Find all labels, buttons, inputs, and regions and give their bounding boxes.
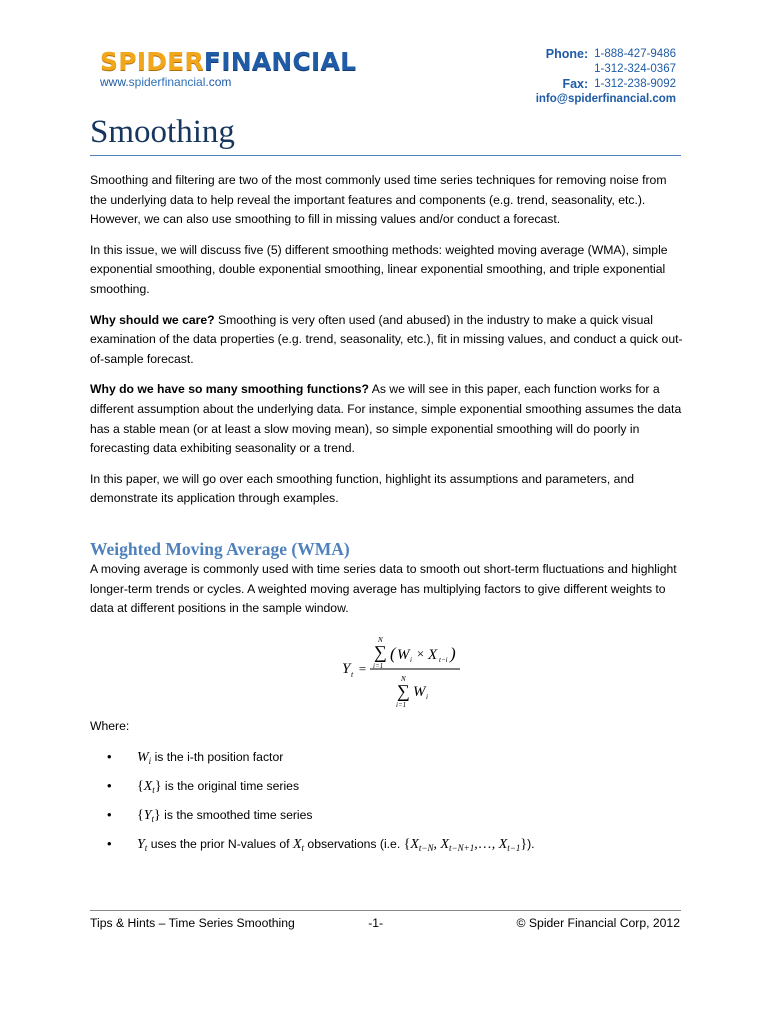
math-brace-close: }: [520, 837, 528, 853]
definition-item: [90, 747, 686, 771]
math-subscript: t: [301, 843, 305, 854]
why-care-lead: Why should we care?: [90, 312, 215, 327]
email-row: [520, 92, 676, 107]
footer-page-number: -1-: [368, 916, 384, 930]
math-symbol: Y: [143, 808, 152, 824]
contact-info: [520, 47, 676, 107]
definition-item: [90, 776, 686, 800]
intro-paragraph-5: In this paper, we will go over each smoothing function, highlight its assumptions and parameters, and demonstrate its application through examples.: [90, 471, 635, 506]
eq-lhs-y: Y: [342, 660, 351, 677]
eq-num-w: W: [397, 646, 410, 663]
intro-paragraph-1: Smoothing and filtering are two of the most commonly used time series techniques for removing noise from the underlying data to help reveal the important features and components (e.g. trend, seasonality, etc.). However, we can also use smoothing to fill in missing values and/or conduct a forecast.: [90, 173, 667, 227]
logo-url: [100, 75, 356, 89]
definition-list: [90, 747, 686, 858]
logo-part-spider: SPIDER: [100, 47, 204, 76]
logo-part-financial: FINANCIAL: [203, 47, 357, 76]
math-subscript: t−N+1: [449, 843, 475, 854]
fax-label: Fax:: [562, 77, 589, 91]
math-brace-open: {: [137, 779, 144, 795]
bullet-icon: •: [107, 778, 112, 794]
math-brace-open: {: [137, 808, 144, 824]
eq-den-upper: N: [401, 674, 406, 683]
math-window-set: [404, 837, 527, 852]
logo-wordmark: [100, 48, 356, 76]
footer-divider: [90, 910, 681, 911]
math-symbol: Y: [137, 837, 145, 853]
eq-den-w: W: [413, 683, 426, 700]
eq-den-w-sub: i: [426, 692, 428, 701]
body-content: [90, 171, 686, 863]
math-subscript: t: [152, 785, 155, 796]
why-many-lead: Why do we have so many smoothing functions?: [90, 382, 369, 397]
intro-paragraph-4: [90, 380, 686, 458]
math-symbol: W: [137, 750, 149, 766]
definition-text-2: observations (i.e.: [304, 837, 404, 852]
math-w: [137, 750, 151, 765]
fax-row: [520, 77, 676, 92]
phone-label: Phone:: [545, 47, 589, 61]
definition-text-3: ).: [527, 837, 535, 852]
logo-url-suffix: .com: [205, 75, 232, 89]
wma-heading: Weighted Moving Average (WMA): [90, 538, 350, 559]
email-link[interactable]: info@spiderfinancial.com: [535, 93, 676, 105]
why-many-text: As we will see in this paper, each function works for a different assumption about the underlying data. For instance, simple exponential smoothing assumes the data has a stable mean (or at least a slow moving mean), so simple exponential smoothing will do poorly in forecasting data exhibiting seasonality or a trend.: [90, 382, 682, 456]
eq-num-times: ×: [416, 645, 425, 661]
phone-row: [520, 47, 676, 62]
math-symbol: X: [440, 837, 450, 853]
wma-equation: [90, 627, 686, 717]
math-subscript: t: [144, 843, 148, 854]
eq-num-sigma: ∑: [374, 641, 387, 662]
eq-equals: =: [358, 660, 367, 676]
definition-text-1: uses the prior N-values of: [147, 837, 293, 852]
bullet-icon: •: [107, 807, 112, 823]
math-x: [293, 837, 304, 852]
fax-number: 1-312-238-9092: [594, 78, 676, 90]
where-label: Where:: [90, 718, 130, 733]
math-brace-close: }: [154, 779, 162, 795]
math-brace-open: {: [403, 837, 411, 853]
eq-num-lower: i=1: [373, 661, 384, 670]
eq-num-w-sub: i: [410, 655, 412, 664]
bullet-icon: •: [107, 749, 112, 765]
eq-num-upper: N: [378, 635, 383, 644]
eq-num-x: X: [428, 646, 438, 663]
math-y-series: [137, 808, 161, 823]
spider-financial-logo[interactable]: [100, 48, 356, 89]
logo-url-prefix: www.: [100, 75, 129, 89]
phone-number-2: 1-312-324-0367: [594, 63, 676, 75]
intro-paragraph-2: In this issue, we will discuss five (5) different smoothing methods: weighted moving average (WMA), simple exponential smoothing, double exponential smoothing, linear exponential smoothing, and triple exponential smoothing.: [90, 242, 668, 296]
math-brace-close: }: [154, 808, 161, 824]
math-symbol: X: [410, 837, 419, 853]
bullet-icon: •: [107, 836, 112, 852]
intro-paragraph-3: [90, 311, 686, 370]
page-title: Smoothing: [90, 114, 235, 150]
page-footer: [90, 915, 680, 931]
phone-row-2: [520, 62, 676, 77]
eq-den-sigma: ∑: [397, 680, 410, 701]
definition-text: is the original time series: [161, 779, 300, 794]
footer-copyright: © Spider Financial Corp, 2012: [516, 916, 680, 930]
definition-item: [90, 805, 686, 829]
math-separator: ,: [433, 837, 441, 853]
math-subscript: t−N: [418, 843, 434, 854]
footer-left: Tips & Hints – Time Series Smoothing: [90, 916, 295, 930]
title-divider: [90, 155, 681, 156]
math-separator: ,…,: [474, 837, 499, 853]
definition-text: is the i-th position factor: [151, 750, 284, 765]
math-subscript: t: [151, 814, 155, 825]
math-x-series: [137, 779, 162, 794]
math-subscript: i: [148, 756, 152, 767]
eq-num-open: (: [390, 643, 396, 663]
why-care-text: Smoothing is very often used (and abused) in the industry to make a quick visual examination of the data properties (e.g. trend, seasonality, etc.), fit in missing values, and conduct a quick out-of-sample forecast.: [90, 312, 683, 366]
eq-num-close: ): [450, 643, 456, 663]
math-subscript: t−1: [507, 843, 521, 854]
math-y: [137, 837, 147, 852]
definition-text: is the smoothed time series: [160, 808, 313, 823]
eq-num-x-sub: t−i: [439, 655, 448, 664]
logo-url-main: spiderfinancial: [128, 75, 206, 89]
math-symbol: X: [292, 837, 302, 853]
phone-number-1: 1-888-427-9486: [594, 48, 676, 60]
math-symbol: X: [498, 837, 508, 853]
eq-lhs-sub: t: [351, 669, 354, 679]
wma-equation-graphic: [340, 627, 470, 717]
definition-item: [90, 834, 686, 858]
math-symbol: X: [143, 779, 153, 795]
wma-paragraph: A moving average is commonly used with time series data to smooth out short-term fluctuations and highlight longer-term trends or cycles. A weighted moving average has multiplying factors to give different weights to data at different positions in the sample window.: [90, 561, 677, 616]
eq-den-lower: i=1: [396, 700, 407, 709]
